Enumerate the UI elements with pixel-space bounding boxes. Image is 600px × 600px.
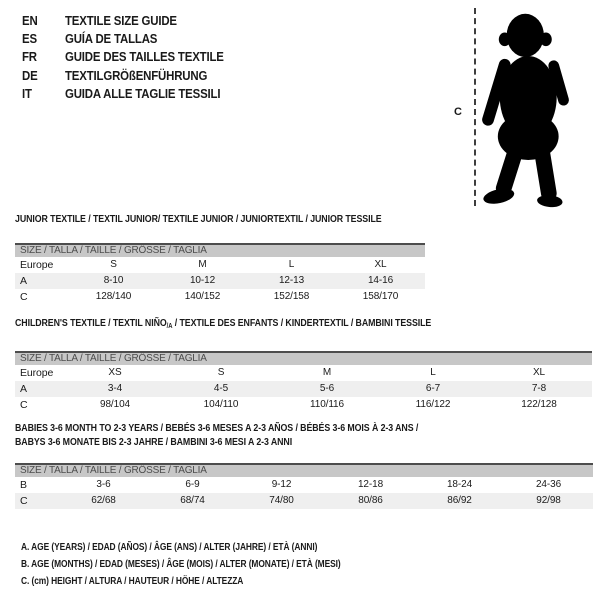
row-label: Europe	[20, 367, 54, 379]
table-cell: 80/86	[358, 495, 383, 506]
row-label: B	[20, 479, 27, 491]
table-cell: 24-36	[535, 479, 562, 490]
table-cell: 10-12	[189, 275, 216, 286]
childrens-table-title	[15, 317, 500, 333]
language-line-it	[22, 85, 245, 103]
table-row-height	[15, 493, 593, 509]
table-row-europe	[15, 257, 425, 273]
row-label: C	[20, 291, 28, 303]
table-cell: 4-5	[213, 383, 229, 394]
height-measure-label: C	[454, 106, 462, 118]
table-cell: M	[198, 259, 207, 270]
language-title: TEXTILE SIZE GUIDE	[65, 12, 177, 28]
language-header	[22, 11, 245, 103]
language-title: GUIDA ALLE TAGLIE TESSILI	[65, 86, 221, 102]
row-label: C	[20, 495, 28, 507]
language-line-en	[22, 11, 245, 29]
table-cell: 98/104	[100, 399, 130, 410]
table-cell: 86/92	[447, 495, 472, 506]
babies-table-title	[15, 421, 501, 449]
height-measure-dashed-line	[474, 8, 476, 206]
babies-textile-section	[15, 421, 593, 509]
table-cell: XL	[532, 367, 546, 378]
title-text: CHILDREN'S TEXTILE / TEXTIL NIÑO	[15, 317, 167, 329]
table-cell: 12-18	[357, 479, 384, 490]
size-header-bar: SIZE / TALLA / TAILLE / GRÖSSE / TAGLIA	[15, 243, 425, 257]
table-cell: S	[217, 367, 225, 378]
table-row-age-months	[15, 477, 593, 493]
language-title: GUIDE DES TAILLES TEXTILE	[65, 49, 224, 65]
row-label: C	[20, 399, 28, 411]
size-header-bar: SIZE / TALLA / TAILLE / GRÖSSE / TAGLIA	[15, 351, 592, 365]
table-cell: 92/98	[536, 495, 561, 506]
measure-legend	[21, 539, 401, 590]
table-cell: 14-16	[367, 275, 394, 286]
table-cell: 128/140	[95, 291, 132, 302]
title-subscript: /A	[166, 323, 173, 330]
language-line-de	[22, 66, 245, 84]
baby-figure	[440, 0, 600, 215]
size-header-bar: SIZE / TALLA / TAILLE / GRÖSSE / TAGLIA	[15, 463, 593, 477]
table-cell: 5-6	[319, 383, 335, 394]
table-cell: M	[322, 367, 332, 378]
table-cell: 68/74	[180, 495, 205, 506]
table-cell: 158/170	[362, 291, 399, 302]
table-cell: 74/80	[269, 495, 294, 506]
language-code: DE	[22, 67, 38, 83]
table-row-height	[15, 289, 425, 305]
table-cell: 6-9	[185, 479, 200, 490]
table-cell: 104/110	[203, 399, 239, 410]
table-row-age	[15, 381, 592, 397]
table-cell: 140/152	[184, 291, 221, 302]
table-cell: XS	[108, 367, 122, 378]
junior-table-title: JUNIOR TEXTILE / TEXTIL JUNIOR/ TEXTILE JUNIOR / JUNIORTEXTIL / JUNIOR TESSILE	[15, 213, 382, 225]
legend-line-c: C. (cm) HEIGHT / ALTURA / HAUTEUR / HÖHE / ALTEZZA	[21, 576, 244, 587]
legend-line-a: A. AGE (YEARS) / EDAD (AÑOS) / ÂGE (ANS) / ALTER (JAHRE) / ETÀ (ANNI)	[21, 542, 318, 553]
table-row-age	[15, 273, 425, 289]
title-text: / TEXTILE DES ENFANTS / KINDERTEXTIL / BAMBINI TESSILE	[172, 317, 432, 329]
table-cell: 7-8	[531, 383, 547, 394]
title-line-2: BABYS 3-6 MONATE BIS 2-3 JAHRE / BAMBINI 3-6 MESI A 2-3 ANNI	[15, 436, 293, 448]
language-line-es	[22, 29, 245, 47]
table-cell: 110/116	[310, 399, 344, 410]
table-cell: 6-7	[425, 383, 441, 394]
table-cell: L	[288, 259, 295, 270]
language-code: ES	[22, 31, 37, 47]
language-code: EN	[22, 12, 38, 28]
toddler-silhouette-icon	[480, 4, 600, 210]
language-line-fr	[22, 48, 245, 66]
table-cell: XL	[374, 259, 387, 270]
table-cell: 122/128	[521, 399, 557, 410]
language-code: FR	[22, 49, 37, 65]
row-label: A	[20, 275, 27, 287]
table-cell: 18-24	[446, 479, 473, 490]
junior-textile-section	[15, 213, 425, 305]
childrens-textile-section	[15, 317, 592, 413]
legend-line-b: B. AGE (MONTHS) / EDAD (MESES) / ÂGE (MOIS) / ALTER (MONATE) / ETÀ (MESI)	[21, 559, 341, 570]
table-cell: 3-4	[107, 383, 123, 394]
table-cell: 62/68	[91, 495, 116, 506]
table-cell: 12-13	[278, 275, 305, 286]
table-cell: 9-12	[271, 479, 292, 490]
table-cell: 152/158	[273, 291, 310, 302]
row-label: Europe	[20, 259, 54, 271]
table-cell: 8-10	[103, 275, 124, 286]
language-title: GUÍA DE TALLAS	[65, 31, 158, 47]
title-line-1: BABIES 3-6 MONTH TO 2-3 YEARS / BEBÉS 3-6 MESES A 2-3 AÑOS / BÉBÉS 3-6 MOIS À 2-3 ANS /	[15, 422, 419, 434]
table-cell: S	[110, 259, 117, 270]
table-cell: 3-6	[96, 479, 111, 490]
language-title: TEXTILGRÖßENFÜHRUNG	[65, 67, 208, 83]
table-cell: 116/122	[415, 399, 451, 410]
table-row-europe	[15, 365, 592, 381]
row-label: A	[20, 383, 27, 395]
table-row-height	[15, 397, 592, 413]
table-cell: L	[430, 367, 436, 378]
language-code: IT	[22, 86, 32, 102]
